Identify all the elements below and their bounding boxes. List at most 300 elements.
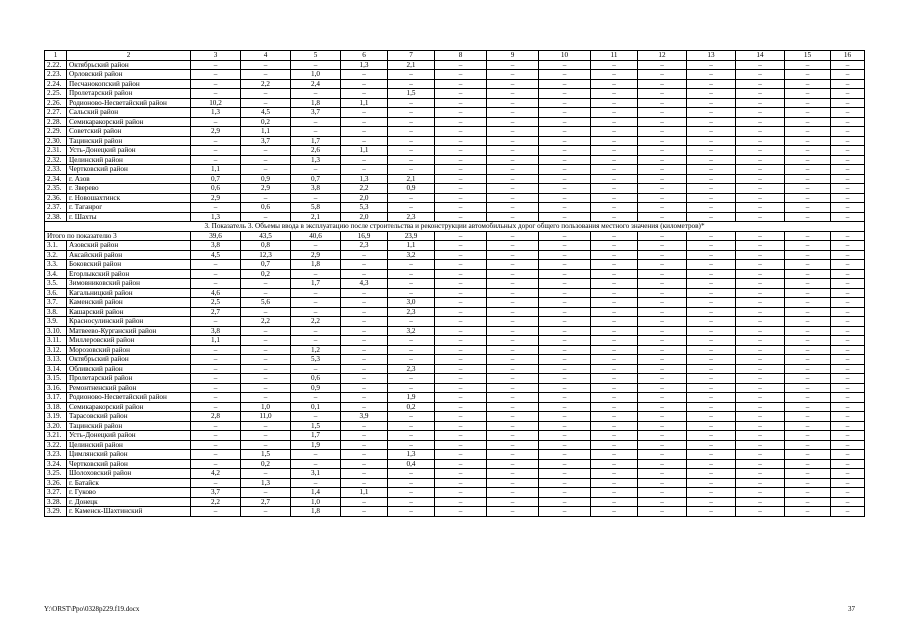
municipality-name: Тацинский район: [67, 136, 191, 146]
value-cell: –: [831, 174, 865, 184]
value-cell: –: [291, 288, 341, 298]
value-cell: –: [435, 174, 487, 184]
value-cell: 1,1: [341, 488, 388, 498]
value-cell: –: [687, 98, 736, 108]
value-cell: –: [831, 345, 865, 355]
value-cell: –: [736, 98, 785, 108]
value-cell: –: [341, 478, 388, 488]
value-cell: –: [687, 127, 736, 137]
value-cell: –: [539, 269, 591, 279]
value-cell: –: [487, 450, 539, 460]
value-cell: –: [736, 421, 785, 431]
municipality-name: Октябрьский район: [67, 355, 191, 365]
value-cell: –: [435, 478, 487, 488]
value-cell: –: [638, 193, 687, 203]
value-cell: –: [388, 193, 435, 203]
value-cell: –: [736, 345, 785, 355]
value-cell: –: [785, 364, 831, 374]
value-cell: –: [687, 184, 736, 194]
value-cell: –: [638, 402, 687, 412]
value-cell: –: [638, 374, 687, 384]
municipality-name: г. Каменск-Шахтинский: [67, 507, 191, 517]
value-cell: –: [435, 393, 487, 403]
value-cell: –: [539, 345, 591, 355]
table-row: [45, 60, 865, 70]
value-cell: –: [487, 146, 539, 156]
value-cell: 1,7: [291, 136, 341, 146]
value-cell: –: [638, 507, 687, 517]
table-row: [45, 174, 865, 184]
value-cell: 2,2: [191, 497, 241, 507]
value-cell: –: [539, 260, 591, 270]
value-cell: –: [191, 459, 241, 469]
value-cell: –: [291, 364, 341, 374]
value-cell: –: [341, 288, 388, 298]
value-cell: –: [435, 203, 487, 213]
value-cell: 2,9: [191, 127, 241, 137]
value-cell: –: [241, 70, 291, 80]
value-cell: –: [591, 146, 638, 156]
value-cell: –: [591, 298, 638, 308]
value-cell: –: [687, 488, 736, 498]
municipality-name: Егорлыкский район: [67, 269, 191, 279]
value-cell: –: [435, 279, 487, 289]
value-cell: –: [191, 60, 241, 70]
value-cell: 2,3: [388, 307, 435, 317]
value-cell: –: [539, 98, 591, 108]
row-number: 3.8.: [45, 307, 67, 317]
value-cell: –: [435, 402, 487, 412]
column-number-cell: 6: [341, 51, 388, 61]
value-cell: –: [736, 336, 785, 346]
value-cell: –: [388, 79, 435, 89]
table-row: [45, 165, 865, 175]
value-cell: –: [785, 345, 831, 355]
value-cell: –: [241, 469, 291, 479]
row-number: 2.23.: [45, 70, 67, 80]
value-cell: –: [831, 203, 865, 213]
row-number: 3.23.: [45, 450, 67, 460]
table-row: [45, 108, 865, 118]
row-number: 3.10.: [45, 326, 67, 336]
value-cell: 5,3: [291, 355, 341, 365]
value-cell: 3,7: [191, 488, 241, 498]
municipality-name: Кашарский район: [67, 307, 191, 317]
value-cell: –: [241, 374, 291, 384]
value-cell: –: [785, 440, 831, 450]
value-cell: –: [687, 250, 736, 260]
value-cell: –: [487, 345, 539, 355]
row-number: 2.28.: [45, 117, 67, 127]
table-row: [45, 326, 865, 336]
table-row: [45, 478, 865, 488]
value-cell: –: [591, 127, 638, 137]
value-cell: –: [191, 355, 241, 365]
value-cell: –: [291, 450, 341, 460]
value-cell: –: [736, 250, 785, 260]
value-cell: –: [241, 507, 291, 517]
value-cell: –: [191, 345, 241, 355]
value-cell: –: [638, 336, 687, 346]
value-cell: –: [831, 497, 865, 507]
value-cell: –: [591, 193, 638, 203]
value-cell: –: [831, 317, 865, 327]
value-cell: –: [191, 450, 241, 460]
value-cell: –: [687, 260, 736, 270]
value-cell: –: [291, 165, 341, 175]
municipality-name: Пролетарский район: [67, 89, 191, 99]
value-cell: 5,3: [341, 203, 388, 213]
row-number: 3.29.: [45, 507, 67, 517]
value-cell: –: [388, 98, 435, 108]
value-cell: –: [388, 507, 435, 517]
value-cell: –: [435, 421, 487, 431]
value-cell: 0,9: [291, 383, 341, 393]
value-cell: 3,0: [388, 298, 435, 308]
value-cell: –: [785, 108, 831, 118]
value-cell: –: [191, 478, 241, 488]
value-cell: –: [831, 478, 865, 488]
value-cell: –: [341, 127, 388, 137]
value-cell: –: [638, 440, 687, 450]
value-cell: –: [831, 136, 865, 146]
value-cell: –: [388, 269, 435, 279]
value-cell: –: [638, 184, 687, 194]
value-cell: –: [785, 478, 831, 488]
value-cell: –: [435, 364, 487, 374]
value-cell: –: [785, 203, 831, 213]
municipality-name: Зимовниковский район: [67, 279, 191, 289]
value-cell: 12,3: [241, 250, 291, 260]
value-cell: –: [638, 231, 687, 241]
value-cell: –: [831, 421, 865, 431]
value-cell: –: [831, 79, 865, 89]
table-row: [45, 412, 865, 422]
value-cell: –: [388, 70, 435, 80]
row-number: 3.6.: [45, 288, 67, 298]
value-cell: –: [388, 288, 435, 298]
value-cell: 0,7: [241, 260, 291, 270]
value-cell: –: [241, 336, 291, 346]
value-cell: –: [388, 421, 435, 431]
value-cell: –: [388, 336, 435, 346]
value-cell: 2,3: [341, 241, 388, 251]
municipality-name: Усть-Донецкий район: [67, 431, 191, 441]
value-cell: –: [591, 402, 638, 412]
value-cell: –: [591, 431, 638, 441]
value-cell: –: [785, 165, 831, 175]
value-cell: –: [487, 89, 539, 99]
value-cell: –: [638, 431, 687, 441]
value-cell: –: [736, 298, 785, 308]
value-cell: –: [591, 440, 638, 450]
row-number: 3.1.: [45, 241, 67, 251]
value-cell: –: [388, 440, 435, 450]
value-cell: –: [435, 288, 487, 298]
value-cell: –: [736, 146, 785, 156]
table-row: [45, 203, 865, 213]
value-cell: –: [341, 108, 388, 118]
value-cell: –: [487, 364, 539, 374]
value-cell: –: [191, 70, 241, 80]
column-number-cell: 9: [487, 51, 539, 61]
value-cell: 1,3: [341, 174, 388, 184]
table-row: [45, 279, 865, 289]
value-cell: –: [191, 203, 241, 213]
value-cell: –: [435, 459, 487, 469]
value-cell: –: [241, 212, 291, 222]
value-cell: –: [388, 488, 435, 498]
value-cell: 1,5: [388, 89, 435, 99]
table-row: [45, 364, 865, 374]
municipality-name: Сальский район: [67, 108, 191, 118]
value-cell: –: [785, 431, 831, 441]
value-cell: –: [388, 155, 435, 165]
table-row: [45, 345, 865, 355]
value-cell: –: [831, 279, 865, 289]
value-cell: –: [435, 336, 487, 346]
value-cell: –: [785, 402, 831, 412]
value-cell: –: [388, 117, 435, 127]
value-cell: –: [487, 393, 539, 403]
municipality-name: г. Донецк: [67, 497, 191, 507]
value-cell: –: [785, 507, 831, 517]
value-cell: 1,4: [291, 488, 341, 498]
value-cell: 3,1: [291, 469, 341, 479]
row-number: 3.14.: [45, 364, 67, 374]
value-cell: –: [831, 184, 865, 194]
municipality-name: Усть-Донецкий район: [67, 146, 191, 156]
value-cell: –: [487, 507, 539, 517]
value-cell: –: [539, 421, 591, 431]
value-cell: –: [785, 146, 831, 156]
value-cell: 2,2: [241, 79, 291, 89]
row-number: 2.27.: [45, 108, 67, 118]
value-cell: –: [736, 127, 785, 137]
value-cell: –: [687, 383, 736, 393]
value-cell: –: [687, 507, 736, 517]
value-cell: 2,3: [388, 212, 435, 222]
value-cell: –: [435, 488, 487, 498]
value-cell: –: [291, 307, 341, 317]
value-cell: –: [539, 279, 591, 289]
column-number-cell: 8: [435, 51, 487, 61]
value-cell: –: [191, 260, 241, 270]
value-cell: –: [539, 231, 591, 241]
table-row: [45, 127, 865, 137]
value-cell: 3,2: [388, 250, 435, 260]
value-cell: –: [191, 440, 241, 450]
value-cell: –: [638, 260, 687, 270]
value-cell: –: [736, 507, 785, 517]
value-cell: –: [831, 70, 865, 80]
value-cell: –: [687, 469, 736, 479]
value-cell: –: [341, 469, 388, 479]
value-cell: –: [291, 89, 341, 99]
table-row: [45, 269, 865, 279]
value-cell: –: [638, 488, 687, 498]
value-cell: 0,6: [191, 184, 241, 194]
value-cell: 11,0: [241, 412, 291, 422]
value-cell: –: [241, 355, 291, 365]
value-cell: –: [785, 279, 831, 289]
value-cell: 1,3: [241, 478, 291, 488]
column-number-cell: 14: [736, 51, 785, 61]
table-row: [45, 507, 865, 517]
value-cell: –: [785, 488, 831, 498]
value-cell: –: [539, 450, 591, 460]
value-cell: –: [435, 155, 487, 165]
value-cell: –: [785, 136, 831, 146]
value-cell: –: [831, 260, 865, 270]
value-cell: 1,7: [291, 279, 341, 289]
value-cell: –: [191, 402, 241, 412]
value-cell: –: [435, 79, 487, 89]
value-cell: –: [736, 393, 785, 403]
value-cell: –: [591, 279, 638, 289]
value-cell: –: [831, 60, 865, 70]
value-cell: –: [638, 70, 687, 80]
value-cell: –: [435, 374, 487, 384]
municipality-name: Азовский район: [67, 241, 191, 251]
value-cell: –: [539, 469, 591, 479]
value-cell: –: [341, 440, 388, 450]
value-cell: –: [591, 507, 638, 517]
value-cell: –: [638, 497, 687, 507]
value-cell: –: [638, 203, 687, 213]
value-cell: –: [638, 174, 687, 184]
value-cell: –: [831, 440, 865, 450]
value-cell: –: [638, 165, 687, 175]
value-cell: –: [591, 260, 638, 270]
value-cell: –: [487, 98, 539, 108]
value-cell: –: [785, 355, 831, 365]
value-cell: 4,6: [191, 288, 241, 298]
value-cell: –: [487, 108, 539, 118]
value-cell: 2,6: [291, 146, 341, 156]
value-cell: –: [487, 298, 539, 308]
value-cell: 0,2: [241, 459, 291, 469]
value-cell: –: [638, 212, 687, 222]
value-cell: –: [539, 488, 591, 498]
row-number: 3.3.: [45, 260, 67, 270]
value-cell: –: [736, 374, 785, 384]
value-cell: –: [435, 146, 487, 156]
table-row: [45, 336, 865, 346]
value-cell: 5,6: [241, 298, 291, 308]
value-cell: 1,8: [291, 98, 341, 108]
value-cell: –: [638, 250, 687, 260]
value-cell: –: [591, 136, 638, 146]
value-cell: –: [241, 165, 291, 175]
row-number: 3.19.: [45, 412, 67, 422]
value-cell: 0,2: [388, 402, 435, 412]
value-cell: –: [487, 488, 539, 498]
value-cell: –: [388, 136, 435, 146]
value-cell: –: [687, 450, 736, 460]
table-row: [45, 402, 865, 412]
value-cell: –: [831, 507, 865, 517]
value-cell: –: [785, 336, 831, 346]
value-cell: –: [736, 288, 785, 298]
value-cell: –: [831, 431, 865, 441]
value-cell: –: [736, 174, 785, 184]
value-cell: –: [687, 355, 736, 365]
value-cell: –: [687, 364, 736, 374]
value-cell: –: [638, 326, 687, 336]
value-cell: –: [591, 307, 638, 317]
value-cell: 1,0: [291, 497, 341, 507]
value-cell: –: [539, 60, 591, 70]
value-cell: –: [831, 412, 865, 422]
value-cell: –: [435, 98, 487, 108]
table-row: [45, 440, 865, 450]
value-cell: –: [435, 89, 487, 99]
value-cell: –: [591, 317, 638, 327]
value-cell: –: [487, 117, 539, 127]
table-row: [45, 431, 865, 441]
value-cell: –: [191, 269, 241, 279]
municipality-name: Тарасовский район: [67, 412, 191, 422]
value-cell: 1,3: [291, 155, 341, 165]
value-cell: –: [736, 402, 785, 412]
value-cell: –: [831, 488, 865, 498]
value-cell: –: [191, 136, 241, 146]
column-number-cell: 3: [191, 51, 241, 61]
value-cell: –: [638, 364, 687, 374]
municipality-name: г. Азов: [67, 174, 191, 184]
value-cell: –: [687, 60, 736, 70]
value-cell: –: [687, 117, 736, 127]
value-cell: –: [291, 298, 341, 308]
value-cell: –: [687, 241, 736, 251]
value-cell: –: [638, 60, 687, 70]
value-cell: 1,0: [241, 402, 291, 412]
value-cell: –: [638, 469, 687, 479]
value-cell: –: [831, 98, 865, 108]
municipality-name: г. Гуково: [67, 488, 191, 498]
value-cell: –: [591, 70, 638, 80]
value-cell: –: [831, 146, 865, 156]
value-cell: –: [388, 108, 435, 118]
value-cell: –: [638, 478, 687, 488]
value-cell: –: [591, 364, 638, 374]
value-cell: –: [487, 469, 539, 479]
value-cell: –: [736, 364, 785, 374]
value-cell: –: [687, 336, 736, 346]
value-cell: –: [638, 136, 687, 146]
value-cell: –: [591, 345, 638, 355]
value-cell: 0,9: [241, 174, 291, 184]
value-cell: –: [736, 60, 785, 70]
value-cell: –: [341, 260, 388, 270]
municipality-name: Родионово-Несветайский район: [67, 98, 191, 108]
value-cell: –: [539, 431, 591, 441]
value-cell: –: [638, 98, 687, 108]
municipality-name: Песчанокопский район: [67, 79, 191, 89]
value-cell: 2,2: [341, 184, 388, 194]
value-cell: –: [736, 307, 785, 317]
column-number-cell: 4: [241, 51, 291, 61]
value-cell: 3,8: [191, 326, 241, 336]
value-cell: –: [487, 497, 539, 507]
value-cell: –: [785, 393, 831, 403]
municipality-name: г. Новошахтинск: [67, 193, 191, 203]
municipality-name: Чертковский район: [67, 165, 191, 175]
value-cell: –: [539, 393, 591, 403]
column-number-cell: 13: [687, 51, 736, 61]
table-row: [45, 146, 865, 156]
